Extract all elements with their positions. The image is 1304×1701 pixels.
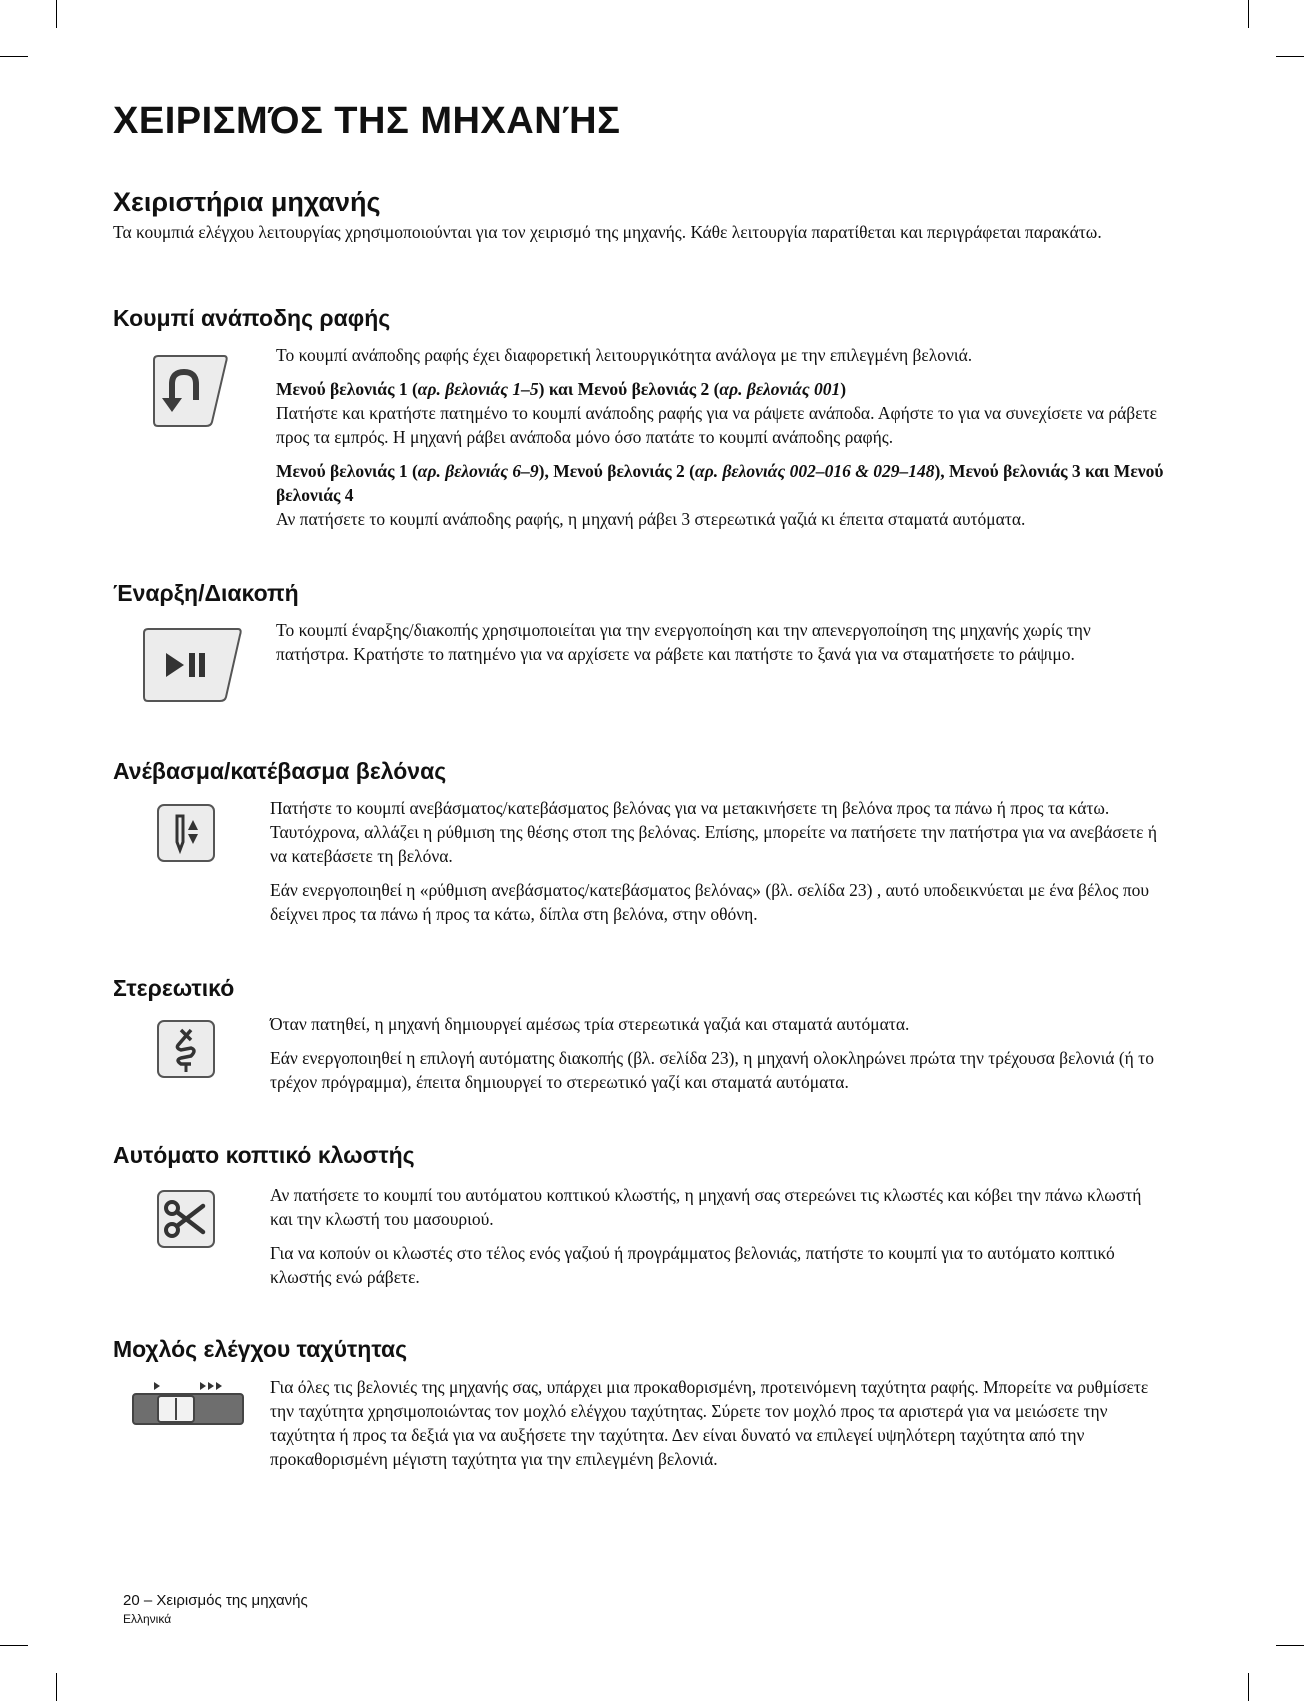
crop-mark [1248,1673,1249,1701]
needle-up-down-icon [155,802,217,864]
cutter-p2: Για να κοπούν οι κλωστές στο τέλος ενός γαζιού ή προγράμματος βελονιάς, πατήστε το κουμπί για το αυτόματο κοπτικό κλωστής ενώ ράβετε. [270,1243,1115,1287]
reverse-stitch-icon [150,350,230,430]
reverse-bold1 [276,377,1166,401]
stitch-range: αρ. βελονιάς 002–016 & 029–148 [695,461,935,481]
footer-language: Ελληνικά [123,1612,172,1626]
cutter-text [270,1183,1160,1299]
footer-page: 20 – Χειρισμός της μηχανής [123,1592,308,1609]
bold-text: ) [840,379,847,399]
tieoff-heading: Στερεωτικό [113,975,235,1001]
needle-text [270,796,1160,936]
stitch-range: αρ. βελονιάς 6–9 [417,461,539,481]
bold-text: ), Μενού βελονιάς 2 ( [538,461,696,481]
reverse-text [276,343,1166,541]
speed-text [270,1375,1160,1481]
startstop-heading: Έναρξη/Διακοπή [113,580,299,606]
speed-p1: Για όλες τις βελονιές της μηχανής σας, υπάρχει μια προκαθορισμένη, προτεινόμενη ταχύτητα ραφής. Μπορείτε να ρυθμίσετε την ταχύτητα χρησιμοποιώντας τον μοχλό ελέγχου ταχύτητας. Σύρετε τον μοχλό προς τα αριστερά για να μειώσετε την ταχύτητα ή προς τα δεξιά για να αυξήσετε την ταχύτητα. Δεν είναι δυνατό να επιλεγεί υψηλότερη ταχύτητα από την προκαθορισμένη μέγιστη ταχύτητα για την επιλεγμένη βελονιά. [270,1377,1149,1469]
reverse-bold2 [276,459,1166,507]
needle-heading: Ανέβασμα/κατέβασμα βελόνας [113,758,447,784]
tieoff-p2: Εάν ενεργοποιηθεί η επιλογή αυτόματης διακοπής (βλ. σελίδα 23), η μηχανή ολοκληρώνει πρώτα την τρέχουσα βελονιά (ή το τρέχον πρόγραμμα), έπειτα δημιουργεί το στερεωτικό γαζί και σταματά αυτόματα. [270,1048,1154,1092]
section-intro: Τα κουμπιά ελέγχου λειτουργίας χρησιμοποιούνται για τον χειρισμό της μηχανής. Κάθε λειτουργία παρατίθεται και περιγράφεται παρακάτω. [113,222,1102,242]
start-stop-icon [140,625,244,705]
bold-text: Μενού βελονιάς 1 ( [276,379,418,399]
bold-text: Μενού βελονιάς 1 ( [276,461,418,481]
reverse-heading: Κουμπί ανάποδης ραφής [113,305,391,331]
reverse-p3: Αν πατήσετε το κουμπί ανάποδης ραφής, η μηχανή ράβει 3 στερεωτικά γαζιά κι έπειτα σταματά αυτόματα. [276,509,1026,529]
startstop-p1: Το κουμπί έναρξης/διακοπής χρησιμοποιείται για την ενεργοποίηση και την απενεργοποίηση της μηχανής χωρίς την πατήστρα. Κρατήστε το πατημένο για να αρχίσετε να ράβετε και πατήστε το ξανά για να σταματήσετε το ράψιμο. [276,620,1091,664]
cutter-p1: Αν πατήσετε το κουμπί του αυτόματου κοπτικού κλωστής, η μηχανή σας στερεώνει τις κλωστές και κόβει την πάνω κλωστή και την κλωστή του μασουριού. [270,1185,1142,1229]
reverse-p2: Πατήστε και κρατήστε πατημένο το κουμπί ανάποδης ραφής για να ράψετε ανάποδα. Αφήστε το για να συνεχίσετε να ράβετε προς τα εμπρός. Η μηχανή ράβει ανάποδα μόνο όσο πατάτε το κουμπί ανάποδης ραφής. [276,403,1157,447]
startstop-text [276,618,1156,676]
page-title: ΧΕΙΡΙΣΜΌΣ ΤΗΣ ΜΗΧΑΝΉΣ [113,100,621,142]
crop-mark [56,0,57,28]
crop-mark [1276,56,1304,57]
crop-mark [1248,0,1249,28]
stitch-range: αρ. βελονιάς 001 [719,379,841,399]
bold-text: ), Μενού βελονιάς 3 και Μενού βελονιάς 4 [276,461,1164,505]
crop-mark [0,56,28,57]
needle-p1: Πατήστε το κουμπί ανεβάσματος/κατεβάσματος βελόνας για να μετακινήσετε τη βελόνα προς τα πάνω ή προς τα κάτω. Ταυτόχρονα, αλλάζει η ρύθμιση της θέσης στοπ της βελόνας. Επίσης, μπορείτε να πατήσετε την πατήστρα για να ανεβάσετε ή να κατεβάσετε τη βελόνα. [270,798,1158,866]
crop-mark [0,1645,28,1646]
cutter-heading: Αυτόματο κοπτικό κλωστής [113,1142,415,1168]
speed-heading: Μοχλός ελέγχου ταχύτητας [113,1336,408,1362]
tieoff-text [270,1012,1160,1104]
needle-p2: Εάν ενεργοποιηθεί η «ρύθμιση ανεβάσματος/κατεβάσματος βελόνας» (βλ. σελίδα 23) , αυτό υποδεικνύεται με ένα βέλος που δείχνει προς τα πάνω ή προς τα κάτω, δίπλα στη βελόνα, στην οθόνη. [270,880,1150,924]
crop-mark [56,1673,57,1701]
tie-off-icon [155,1018,217,1080]
thread-cutter-icon [155,1188,217,1250]
tieoff-p1: Όταν πατηθεί, η μηχανή δημιουργεί αμέσως τρία στερεωτικά γαζιά και σταματά αυτόματα. [270,1014,910,1034]
speed-slider-icon [130,1378,246,1428]
reverse-p1: Το κουμπί ανάποδης ραφής έχει διαφορετική λειτουργικότητα ανάλογα με την επιλεγμένη βελονιά. [276,345,973,365]
stitch-range: αρ. βελονιάς 1–5 [417,379,539,399]
bold-text: ) και Μενού βελονιάς 2 ( [538,379,720,399]
crop-mark [1276,1645,1304,1646]
section-heading: Χειριστήρια μηχανής [113,187,381,217]
